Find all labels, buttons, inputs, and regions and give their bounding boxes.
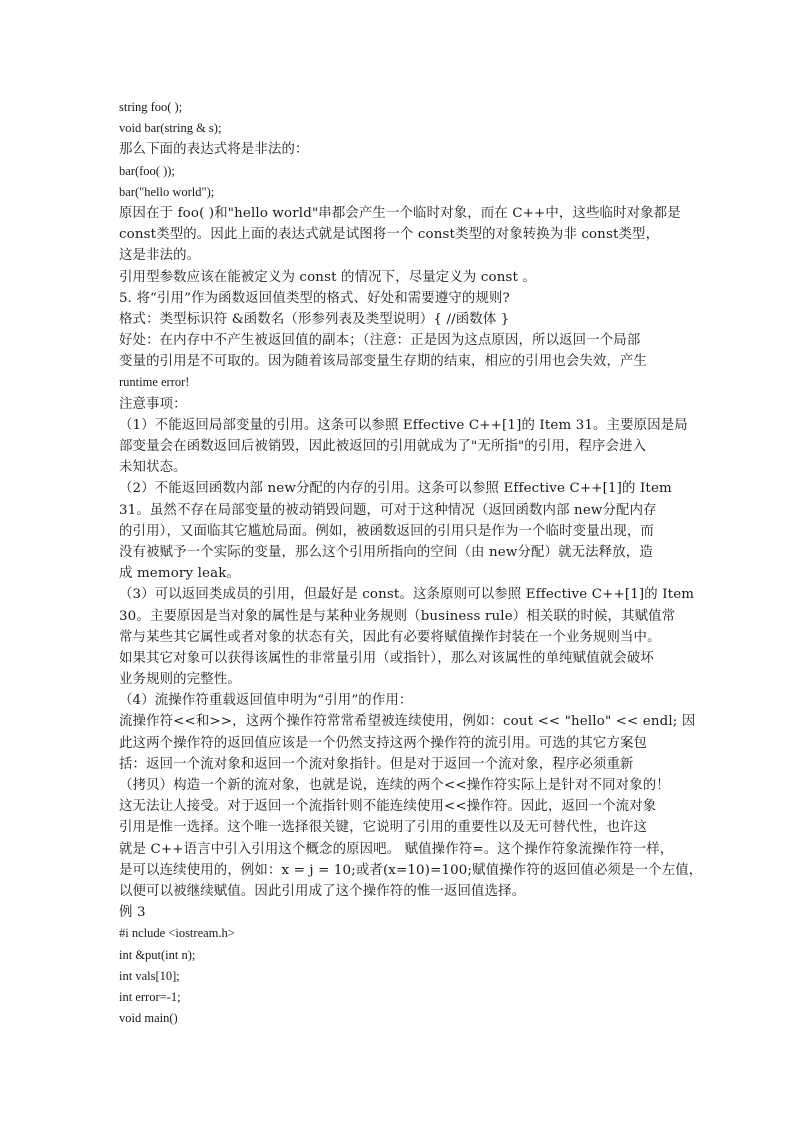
text-line: 引用是惟一选择。这个唯一选择很关键，它说明了引用的重要性以及无可替代性，也许这 (119, 820, 648, 836)
code-line: int error=-1; (119, 989, 181, 1004)
code-line: int vals[10]; (119, 968, 180, 983)
code-line: int &put(int n); (119, 947, 196, 962)
text-line: （1）不能返回局部变量的引用。这条可以参照 Effective C++[1]的 Item 31。主要原因是局 (119, 417, 688, 433)
document-body (119, 97, 703, 1029)
text-line: 没有被赋予一个实际的变量，那么这个引用所指向的空间（由 new分配）就无法释放，造 (119, 544, 653, 560)
text-line: 原因在于 foo( )和"hello world"串都会产生一个临时对象，而在 C++中，这些临时对象都是 (119, 205, 681, 221)
text-line: 的引用），又面临其它尴尬局面。例如，被函数返回的引用只是作为一个临时变量出现，而 (119, 523, 654, 539)
code-line: void bar(string & s); (119, 121, 222, 136)
text-line: 就是 C++语言中引入引用这个概念的原因吧。 赋值操作符=。这个操作符象流操作符一样， (119, 841, 674, 857)
text-line: 以便可以被继续赋值。因此引用成了这个操作符的惟一返回值选择。 (119, 883, 526, 899)
text-line: 常与某些其它属性或者对象的状态有关，因此有必要将赋值操作封装在一个业务规则当中。 (119, 629, 661, 645)
text-line: 引用型参数应该在能被定义为 const 的情况下，尽量定义为 const 。 (119, 269, 536, 285)
text-line: 成 memory leak。 (119, 566, 241, 582)
code-line: runtime error! (119, 375, 190, 390)
text-line: 好处：在内存中不产生被返回值的副本；（注意：正是因为这点原因，所以返回一个局部 (119, 333, 641, 349)
text-line: （2）不能返回函数内部 new分配的内存的引用。这条可以参照 Effective C++[1]的 Item (119, 481, 672, 497)
code-line: bar("hello world"); (119, 184, 215, 199)
text-line: 业务规则的完整性。 (119, 672, 241, 688)
text-line: 那么下面的表达式将是非法的： (119, 142, 309, 158)
text-line: 5. 将“引用”作为函数返回值类型的格式、好处和需要遵守的规则? (119, 290, 510, 306)
text-line: （拷贝）构造一个新的流对象，也就是说，连续的两个<<操作符实际上是针对不同对象的！ (119, 778, 670, 793)
text-line: 这无法让人接受。对于返回一个流指针则不能连续使用<<操作符。因此，返回一个流对象 (119, 799, 657, 815)
code-line: #i nclude <iostream.h> (119, 926, 235, 941)
text-line: 如果其它对象可以获得该属性的非常量引用（或指针），那么对该属性的单纯赋值就会破坏 (119, 650, 654, 666)
text-line: 未知状态。 (119, 460, 187, 476)
text-line: const类型的。因此上面的表达式就是试图将一个 const类型的对象转换为非 const类型， (119, 227, 660, 243)
text-line: 是可以连续使用的，例如：x = j = 10;或者(x=10)=100;赋值操作符的返回值必须是一个左值， (119, 862, 703, 878)
text-line: 括：返回一个流对象和返回一个流对象指针。但是对于返回一个流对象，程序必须重新 (119, 756, 634, 772)
text-line: 变量的引用是不可取的。因为随着该局部变量生存期的结束，相应的引用也会失效，产生 (119, 354, 648, 370)
text-line: 流操作符<<和>>，这两个操作符常常希望被连续使用，例如：cout << "hello" << endl; 因 (119, 714, 696, 730)
text-line: 注意事项： (119, 396, 187, 412)
code-line: string foo( ); (119, 100, 183, 114)
text-line: （4）流操作符重载返回值申明为“引用”的作用： (119, 693, 413, 709)
code-line: void main() (119, 1011, 178, 1026)
text-line: 31。虽然不存在局部变量的被动销毁问题，可对于这种情况（返回函数内部 new分配内存 (119, 502, 657, 518)
text-line: 这是非法的。 (119, 248, 201, 264)
text-line: （3）可以返回类成员的引用，但最好是 const。这条原则可以参照 Effective C++[1]的 Item (119, 587, 695, 603)
text-line: 格式：类型标识符 &函数名（形参列表及类型说明）{ //函数体 } (119, 311, 510, 327)
code-line: bar(foo( )); (119, 163, 175, 178)
text-line: 此这两个操作符的返回值应该是一个仍然支持这两个操作符的流引用。可选的其它方案包 (119, 735, 648, 751)
text-line: 30。主要原因是当对象的属性是与某种业务规则（business rule）相关联的时候，其赋值常 (119, 608, 676, 624)
text-line: 部变量会在函数返回后被销毁，因此被返回的引用就成为了"无所指"的引用，程序会进入 (119, 439, 647, 454)
text-line: 例 3 (119, 905, 146, 921)
